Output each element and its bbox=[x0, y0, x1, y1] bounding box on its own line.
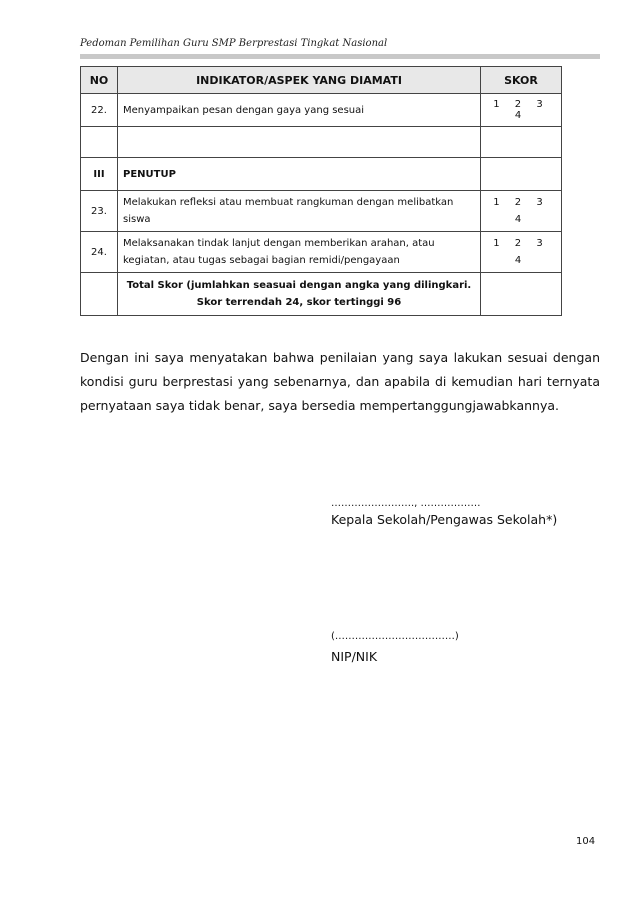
row-number: 23. bbox=[81, 191, 118, 232]
table-row bbox=[81, 94, 562, 127]
total-row bbox=[81, 273, 562, 316]
column-header-no: NO bbox=[81, 67, 118, 94]
row-score bbox=[481, 158, 562, 191]
signer-role: Kepala Sekolah/Pengawas Sekolah*) bbox=[331, 512, 558, 527]
row-indicator: Menyampaikan pesan dengan gaya yang sesuai bbox=[118, 94, 481, 127]
section-title: PENUTUP bbox=[118, 158, 481, 191]
section-number: III bbox=[81, 158, 118, 191]
statement-paragraph: Dengan ini saya menyatakan bahwa penilaian yang saya lakukan sesuai dengan kondisi guru berprestasi yang sebenarnya, dan apabila di kemudian hari ternyata pernyataan saya tidak benar, saya bersedia mempertanggungjawabkannya. bbox=[80, 350, 600, 413]
row-number: 24. bbox=[81, 232, 118, 273]
column-header-score: SKOR bbox=[481, 67, 562, 94]
table-row bbox=[81, 232, 562, 273]
column-header-indicator: INDIKATOR/ASPEK YANG DIAMATI bbox=[118, 67, 481, 94]
row-number: 22. bbox=[81, 94, 118, 127]
page-number: 104 bbox=[576, 836, 596, 847]
section-row bbox=[81, 158, 562, 191]
total-score-cell bbox=[481, 273, 562, 316]
rubric-table bbox=[80, 66, 562, 316]
table-header-row bbox=[81, 67, 562, 94]
row-number bbox=[81, 127, 118, 158]
header-rule bbox=[80, 54, 600, 59]
header-title: Pedoman Pemilihan Guru SMP Berprestasi Tingkat Nasional bbox=[80, 38, 388, 49]
row-indicator: Melakukan refleksi atau membuat rangkuman dengan melibatkan siswa bbox=[118, 191, 481, 232]
total-score-text: Total Skor (jumlahkan seasuai dengan angka yang dilingkari. Skor terrendah 24, skor tertinggi 96 bbox=[118, 273, 481, 316]
row-score: 1 2 3 4 bbox=[481, 232, 562, 273]
place-date-line: ……………………., ……………… bbox=[331, 498, 481, 509]
signer-id-label: NIP/NIK bbox=[331, 649, 378, 664]
row-indicator bbox=[118, 127, 481, 158]
row-score: 1 2 3 4 bbox=[481, 191, 562, 232]
row-score: 1 2 3 4 bbox=[481, 94, 562, 127]
total-blank-cell bbox=[81, 273, 118, 316]
table-row bbox=[81, 191, 562, 232]
signer-name-blank: (………………………………) bbox=[331, 631, 459, 642]
row-indicator: Melaksanakan tindak lanjut dengan memberikan arahan, atau kegiatan, atau tugas sebagai bagian remidi/pengayaan bbox=[118, 232, 481, 273]
table-row bbox=[81, 127, 562, 158]
row-score bbox=[481, 127, 562, 158]
page-header bbox=[80, 38, 600, 49]
